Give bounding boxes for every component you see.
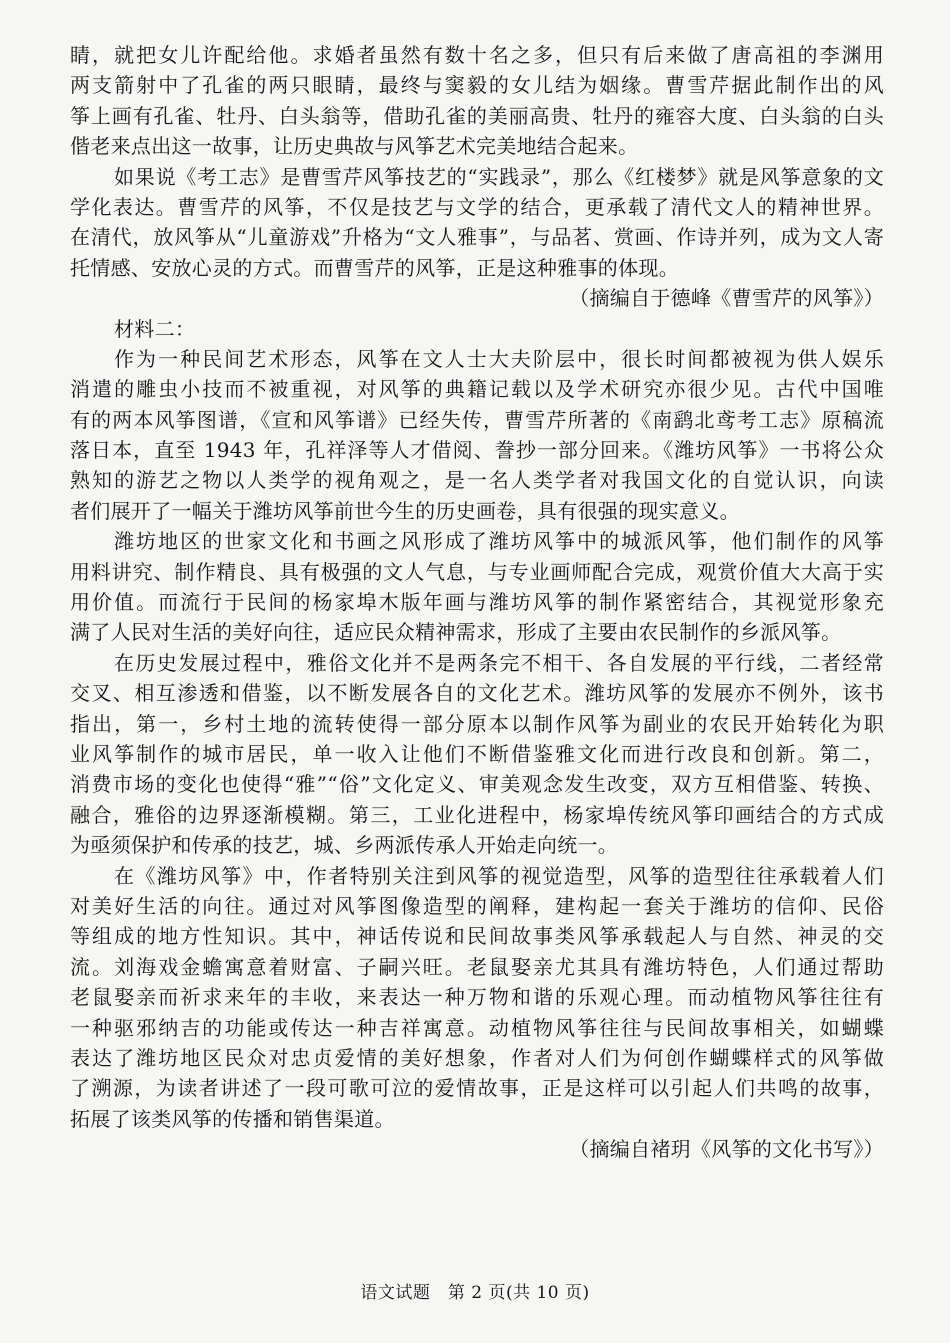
page-footer: 语文试题 第 2 页(共 10 页)	[360, 1283, 590, 1303]
text-line: 如果说《考工志》是曹雪芹风筝技艺的“实践录”，那么《红楼梦》就是风筝意象的文	[114, 164, 884, 189]
text-line: 了溯源，为读者讲述了一段可歌可泣的爱情故事，正是这样可以引起人们共鸣的故事，	[70, 1076, 884, 1101]
text-line: 交叉、相互渗透和借鉴，以不断发展各自的文化艺术。潍坊风筝的发展亦不例外，该书	[70, 681, 884, 706]
material-heading: 材料二：	[114, 316, 196, 341]
text-line: 作为一种民间艺术形态，风筝在文人士大夫阶层中，很长时间都被视为供人娱乐	[114, 346, 884, 371]
text-line: 对美好生活的向往。通过对风筝图像造型的阐释，建构起一套关于潍坊的信仰、民俗	[70, 893, 884, 918]
text-line: 流。刘海戏金蟾寓意着财富、子嗣兴旺。老鼠娶亲尤其具有潍坊特色，人们通过帮助	[70, 954, 884, 979]
text-line: 消遣的雕虫小技而不被重视，对风筝的典籍记载以及学术研究亦很少见。古代中国唯	[70, 377, 884, 402]
text-line: 指出，第一，乡村土地的流转使得一部分原本以制作风筝为副业的农民开始转化为职	[70, 711, 884, 736]
text-line: 潍坊地区的世家文化和书画之风形成了潍坊风筝中的城派风筝，他们制作的风筝	[114, 529, 884, 554]
text-line: 表达了潍坊地区民众对忠贞爱情的美好想象，作者对人们为何创作蝴蝶样式的风筝做	[70, 1045, 884, 1070]
text-line: 在《潍坊风筝》中，作者特别关注到风筝的视觉造型，风筝的造型往往承载着人们	[114, 863, 884, 888]
text-line: 偕老来点出这一故事，让历史典故与风筝艺术完美地结合起来。	[70, 134, 639, 159]
text-line: 筝上画有孔雀、牡丹、白头翁等，借助孔雀的美丽高贵、牡丹的雍容大度、白头翁的白头	[70, 103, 884, 128]
text-line: 满了人民对生活的美好向往，适应民众精神需求，形成了主要由农民制作的乡派风筝。	[70, 620, 842, 645]
text-line: 落日本，直至 1943 年，孔祥泽等人才借阅、誊抄一部分回来。《潍坊风筝》一书将公众	[70, 438, 884, 463]
text-line: 消费市场的变化也使得“雅”“俗”文化定义、审美观念发生改变，双方互相借鉴、转换、	[70, 772, 884, 797]
text-line: 用价值。而流行于民间的杨家埠木版年画与潍坊风筝的制作紧密结合，其视觉形象充	[70, 590, 884, 615]
text-line: 融合，雅俗的边界逐渐模糊。第三，工业化进程中，杨家埠传统风筝印画结合的方式成	[70, 802, 884, 827]
text-line: 老鼠娶亲而祈求来年的丰收，来表达一种万物和谐的乐观心理。而动植物风筝往往有	[70, 985, 884, 1010]
source-citation: （摘编自褚玥《风筝的文化书写》）	[569, 1137, 884, 1162]
material-one-continued	[70, 40, 884, 314]
text-line: 睛，就把女儿许配给他。求婚者虽然有数十名之多，但只有后来做了唐高祖的李渊用	[70, 43, 884, 67]
text-line: 两支箭射中了孔雀的两只眼睛，最终与窦毅的女儿结为姻缘。曹雪芹据此制作出的风	[70, 73, 884, 98]
text-line: 一种驱邪纳吉的功能或传达一种吉祥寓意。动植物风筝往往与民间故事相关，如蝴蝶	[70, 1015, 884, 1040]
text-line: 等组成的地方性知识。其中，神话传说和民间故事类风筝承载起人与自然、神灵的交	[70, 924, 884, 949]
text-line: 熟知的游艺之物以人类学的视角观之，是一名人类学者对我国文化的自觉认识，向读	[70, 468, 884, 493]
text-line: 在清代，放风筝从“儿童游戏”升格为“文人雅事”，与品茗、赏画、作诗并列，成为文人寄	[70, 225, 884, 250]
text-line: 学化表达。曹雪芹的风筝，不仅是技艺与文学的结合，更承载了清代文人的精神世界。	[70, 194, 884, 219]
text-line: 拓展了该类风筝的传播和销售渠道。	[70, 1106, 395, 1131]
text-line: 托情感、安放心灵的方式。而曹雪芹的风筝，正是这种雅事的体现。	[70, 255, 679, 280]
text-line: 业风筝制作的城市居民，单一收入让他们不断借鉴雅文化而进行改良和创新。第二，	[70, 741, 884, 766]
text-line: 为亟须保护和传承的技艺，城、乡两派传承人开始走向统一。	[70, 833, 619, 858]
source-citation: （摘编自于德峰《曹雪芹的风筝》）	[569, 286, 884, 311]
text-line: 者们展开了一幅关于潍坊风筝前世今生的历史画卷，具有很强的现实意义。	[70, 498, 740, 523]
text-line: 有的两本风筝图谱，《宣和风筝谱》已经失传，曹雪芹所著的《南鹞北鸢考工志》原稿流	[70, 407, 884, 432]
text-line: 用料讲究、制作精良、具有极强的文人气息，与专业画师配合完成，观赏价值大大高于实	[70, 559, 884, 584]
text-line: 在历史发展过程中，雅俗文化并不是两条完不相干、各自发展的平行线，二者经常	[114, 650, 884, 675]
material-two	[70, 314, 884, 1165]
